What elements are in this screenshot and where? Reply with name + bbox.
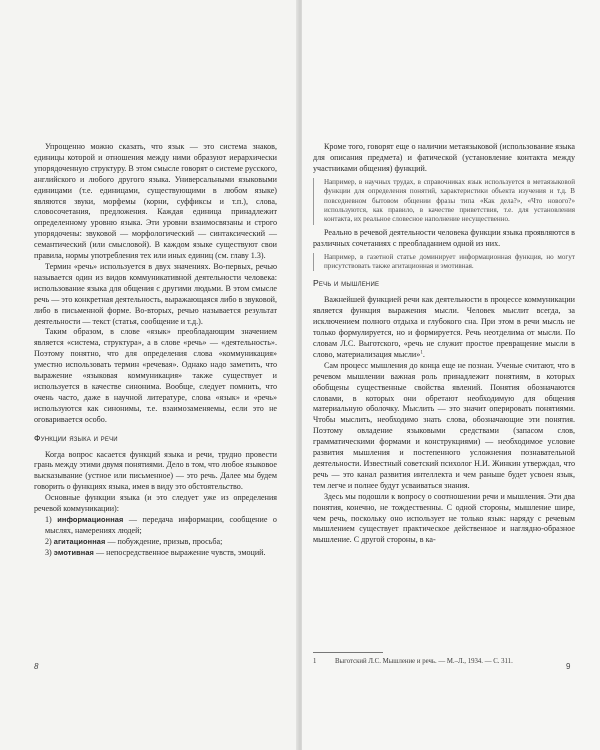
section-heading-functions: Функции языка и речи — [34, 432, 118, 443]
note-example-newspaper: Например, в газетной статье доминирует информационная функция, но могут присутствовать также агитационная и эмотивная. — [313, 253, 575, 272]
list-item-agitational: 2) агитационная — побуждение, призыв, просьба; — [45, 536, 223, 546]
paragraph-language-vs-speech: Таким образом, в слове «язык» преобладающим значением является «система, структура», а в слове «речь» — «деятельность». Поэтому понятно, что для определения слова «коммуникация» уместно использовать термин «речевая». Однако надо заметить, что выражение «языковая коммуникация» также существует и используется в качестве синонима. Вообще, следует помнить, что очень часто, даже в научной литературе, слова «язык» и «речь» используются как синонимы, т.е. взаимозаменяемы, если это не оговаривается особо. — [34, 327, 277, 424]
list-item-informational: 1) информационная — передача информации, сообщение о мыслях, намерениях людей; — [45, 515, 277, 535]
footnote-divider — [313, 652, 383, 653]
footnote-text: Выготский Л.С. Мышление и речь. — М.–Л., 1934. — С. 311. — [335, 658, 513, 665]
paragraph-speech-thinking-relation: Здесь мы подошли к вопросу о соотношении речи и мышления. Эти два понятия, конечно, не тождественны. С одной стороны, мышление шире, чем речь, поскольку оно использует не только язык: наряду с речевым мышлением существует практическое действенное и наглядно-образное мышление. С другой стороны, в ка- — [313, 491, 575, 545]
footnote — [313, 657, 575, 666]
right-text-column — [313, 142, 575, 546]
list-item-emotive: 3) эмотивная — непосредственное выражение чувств, эмоций. — [45, 547, 266, 557]
page-number-right: 9 — [566, 662, 571, 671]
paragraph-speech-term: Термин «речь» используется в двух значениях. Во-первых, речью называется один из видов коммуникативной деятельности человека: использование языка для общения с другими людьми. В этом смысле речь — это конкретная деятельность, выражающаяся либо в звуковой, либо в письменной форме. Во-вторых, речью называется результат деятельности — текст (статья, сообщение и т.д.). — [34, 261, 277, 326]
section-heading-speech-thinking: Речь и мышление — [313, 278, 380, 289]
footnote-reference: 1 — [420, 350, 423, 356]
page-number-left: 8 — [34, 662, 39, 671]
paragraph-thought-expression: Важнейшей функцией речи как деятельности в процессе коммуникации является функция выражения мысли. Человек мыслит всегда, за исключением полного отдыха и глубокого сна. При этом в речи мысль не только формулируется, но и формируется. Речь неотделима от мысли. По словам Л.С. Выготского, «речь не служит простое превращение мысли в слово, материализация мысли»$^1$. — [313, 295, 575, 359]
left-page — [0, 0, 298, 750]
paragraph-functions-intro: Когда вопрос касается функций языка и речи, трудно провести грань между этими двумя понятиями. Дело в том, что любое языковое высказывание (устное или письменное) — это речь. Далее мы будем говорить о функциях языка, имея в виду это обстоятельство. — [34, 449, 277, 492]
paragraph-meta-phatic: Кроме того, говорят еще о наличии метаязыковой (использование языка для описания предмета) и фатической (установление контакта между участниками общения) функций. — [313, 142, 575, 173]
paragraph-functions-list-intro: Основные функции языка (и это следует уже из определения речевой коммуникации): — [34, 493, 277, 514]
note-example-meta: Например, в научных трудах, в справочниках язык используется в метаязыковой функции для определения понятий, характеристики объекта изучения и т.д. В повседневном бытовом общении фразы типа «Как дела?», «Что нового?» используются, как правило, в качестве приветствия, т.е. для установления контакта, их реальное словесное наполнение несущественно. — [313, 178, 575, 225]
paragraph-thinking-process: Сам процесс мышления до конца еще не познан. Ученые считают, что в речевом мышлении важная роль принадлежит понятиям, в которых обобщены существенные свойства явлений. Понятия обозначаются словами, в которых они обретают необходимую для общения материальную оболочку. Мыслить — это значит оперировать понятиями. Чтобы мыслить, необходимо знать слова, обозначающие эти понятия. Поэтому овладение языковыми средствами (запасом слов, грамматическими формами и конструкциями) — необходимое условие развития мышления и постепенного усложнения познавательной деятельности. Известный советский психолог Н.И. Жинкин утверждал, что речь — это канал развития интеллекта и чем раньше будет усвоен язык, тем легче и полнее будут усваиваться знания. — [313, 360, 575, 490]
footnote-number: 1 — [313, 658, 317, 665]
left-text-column — [34, 142, 277, 559]
paragraph-language-system: Упрощенно можно сказать, что язык — это система знаков, единицы которой и отношения между ними образуют иерархически упорядоченную структуру. В этом смысле говорят о системе русского, английского и любого другого языка. Универсальными языковыми единицами (т.е. единицами, существующими в любом языке) являются звуки, морфемы (корни, суффиксы и т.п.), слова, словосочетания, предложения. Каждая единица принадлежит определенному уровню языка. Эти уровни взаимосвязаны и строго упорядочены: звуковой — морфологический — синтаксический — семантический (или смысловой). В каждом языке существуют свои правила, нормы употребления тех или иных единиц (см. главу 1.3). — [34, 142, 277, 261]
paragraph-function-combination: Реально в речевой деятельности человека функции языка проявляются в различных сочетаниях с преобладанием одной из них. — [313, 227, 575, 248]
